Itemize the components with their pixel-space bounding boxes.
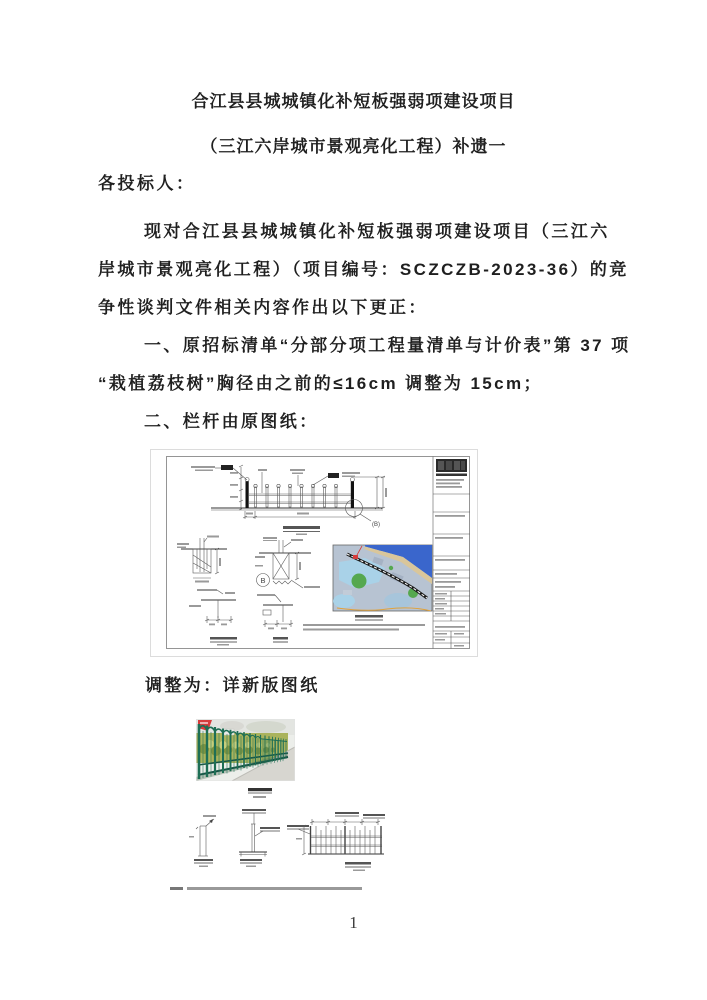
page-number: 1 (349, 913, 358, 932)
body-line-3: 争性谈判文件相关内容作出以下更正： (98, 298, 428, 317)
new-railing-detail-drawings (160, 802, 445, 902)
original-railing-drawing-image (150, 449, 478, 657)
new-drawings-svg (160, 802, 445, 902)
document-title: 合江县县城城镇化补短板强弱项建设项目 (191, 92, 516, 111)
new-detail-2 (239, 809, 280, 867)
new-drawings-note (170, 887, 362, 890)
location-map-inset (333, 538, 432, 620)
body-text-block (98, 213, 631, 441)
fence-photo-svg (196, 719, 295, 781)
salutation-line: 各投标人： (98, 174, 196, 193)
original-drawing-svg (151, 450, 477, 656)
photo-caption (246, 787, 286, 801)
body-line-1: 现对合江县县城城镇化补短板强弱项建设项目（三江六 (144, 222, 610, 241)
bubble-ref-label: (B) (372, 522, 380, 528)
body-line-5: “栽植荔枝树”胸径由之前的≤16cm 调整为 15cm； (98, 374, 543, 393)
new-fence-photo (196, 719, 295, 781)
drawing-note-line-1 (303, 624, 425, 626)
new-detail-3 (287, 812, 385, 871)
body-line-6: 二、栏杆由原图纸： (144, 412, 319, 431)
adjustment-note: 调整为：详新版图纸 (145, 676, 320, 695)
body-line-4: 一、原招标清单“分部分项工程量清单与计价表”第 37 项 (144, 336, 631, 355)
drawing-note-line-2 (303, 629, 399, 631)
new-detail-1 (189, 815, 216, 867)
body-line-2: 岸城市景观亮化工程）（项目编号：SCZCZB-2023-36）的竞 (98, 260, 629, 279)
document-subtitle: （三江六岸城市景观亮化工程）补遗一 (200, 137, 507, 156)
detail-bubble-label: B (260, 576, 266, 585)
